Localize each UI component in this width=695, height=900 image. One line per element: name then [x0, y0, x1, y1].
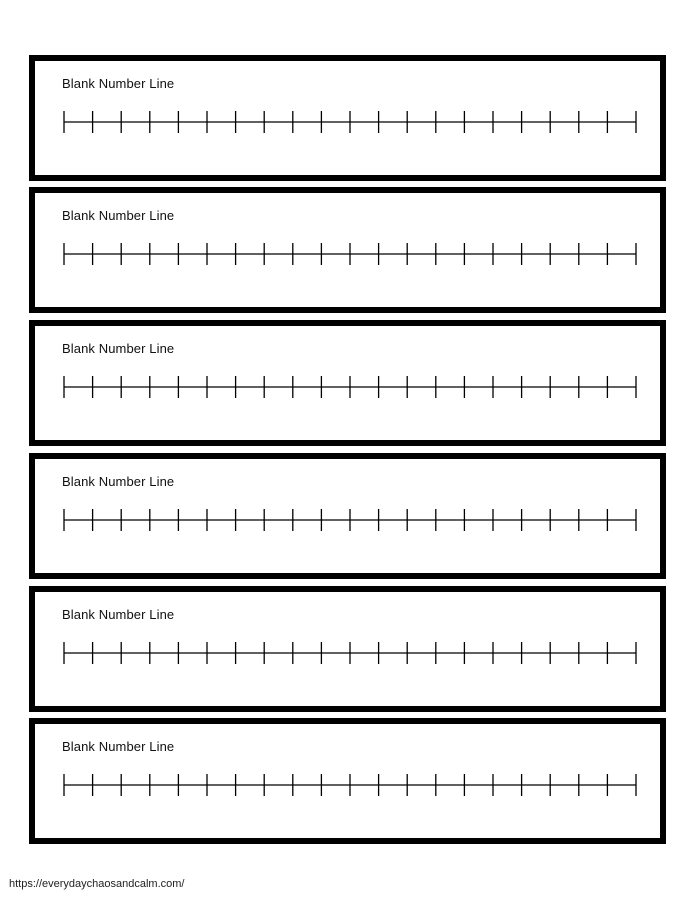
card-title: Blank Number Line: [62, 607, 175, 622]
number-line: [62, 109, 638, 135]
card-title: Blank Number Line: [62, 474, 175, 489]
number-line: [62, 640, 638, 666]
card-title: Blank Number Line: [62, 76, 175, 91]
number-line-card-1: [29, 55, 666, 181]
number-line: [62, 507, 638, 533]
number-line-card-2: [29, 187, 666, 313]
card-title: Blank Number Line: [62, 739, 175, 754]
number-line-card-5: [29, 586, 666, 712]
card-title: Blank Number Line: [62, 208, 175, 223]
number-line-card-4: [29, 453, 666, 579]
number-line-card-6: [29, 718, 666, 844]
card-title: Blank Number Line: [62, 341, 175, 356]
footer-url[interactable]: https://everydaychaosandcalm.com/: [9, 878, 185, 890]
number-line: [62, 241, 638, 267]
number-line: [62, 772, 638, 798]
number-line-card-3: [29, 320, 666, 446]
number-line: [62, 374, 638, 400]
